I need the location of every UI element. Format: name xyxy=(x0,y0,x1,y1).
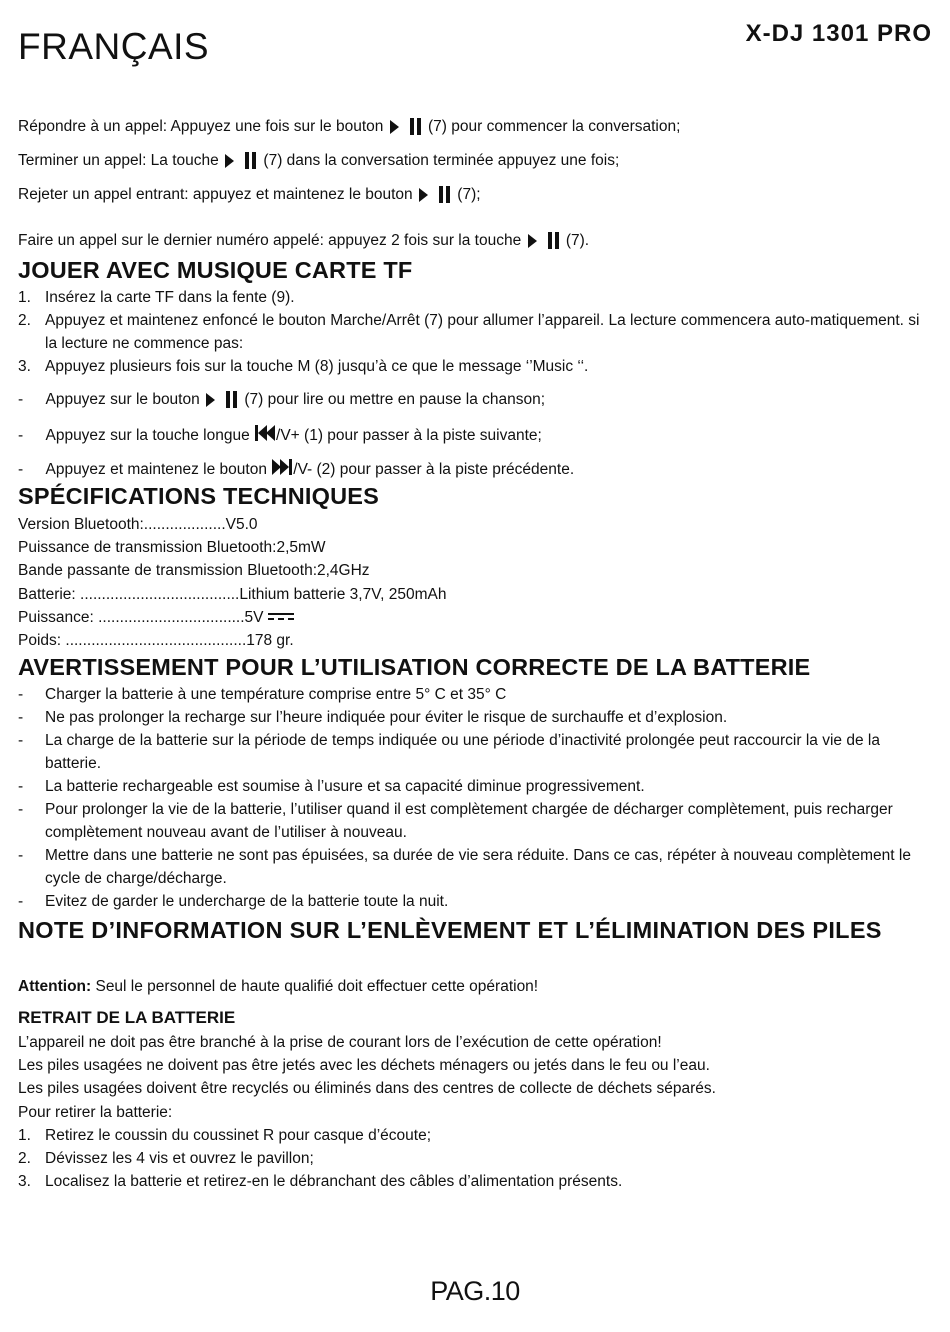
play-pause-line xyxy=(18,390,545,412)
page-number: PAG.10 xyxy=(430,1276,520,1306)
battery-removal-subtitle: RETRAIT DE LA BATTERIE xyxy=(18,1008,236,1027)
end-call-text: Terminer un appel: La touche xyxy=(18,152,219,169)
specs-list xyxy=(18,513,446,652)
redial-ref: (7). xyxy=(565,232,590,249)
attention-label: Attention: xyxy=(18,978,92,995)
removal-steps-list xyxy=(18,1124,932,1193)
step-number: 1. xyxy=(18,1127,31,1144)
step-number: 2. xyxy=(18,1150,31,1167)
reject-call-ref: (7); xyxy=(457,186,481,203)
attention-text: Seul le personnel de haute qualifié doit effectuer cette opération! xyxy=(91,978,539,995)
page-language-title: FRANÇAIS xyxy=(18,26,210,67)
prev-ref: /V- (2) pour passer à la piste précédente. xyxy=(293,461,575,478)
next-track-line xyxy=(18,424,542,446)
warning-text: La charge de la batterie sur la période de temps indiquée ou une période d’inactivité prolongée peut raccourcir la vie de la batterie. xyxy=(45,732,880,772)
list-item xyxy=(18,729,932,775)
list-item xyxy=(18,706,932,729)
step-text: Appuyez et maintenez enfoncé le bouton Marche/Arrêt (7) pour allumer l’appareil. La lecture commencera auto-matiquement. si la lecture ne commence pas: xyxy=(45,312,920,352)
warning-text: Charger la batterie à une température comprise entre 5° C et 35° C xyxy=(45,686,507,703)
tf-steps-list xyxy=(18,286,932,378)
list-item xyxy=(18,798,932,844)
step-text: Localisez la batterie et retirez-en le débranchant des câbles d’alimentation présents. xyxy=(45,1173,623,1190)
next-text: Appuyez sur la touche longue xyxy=(45,427,250,444)
end-call-line xyxy=(18,151,619,173)
warning-text: Mettre dans une batterie ne sont pas épuisées, sa durée de vie sera réduite. Dans ce cas, répéter à nouveau complètement le cycle de charge/décharge. xyxy=(45,847,911,887)
play-pause-icon xyxy=(528,232,560,253)
paragraph: Les piles usagées ne doivent pas être jetés avec les déchets ménagers ou jetés dans le feu ou l’eau. xyxy=(18,1057,710,1075)
play-pause-icon xyxy=(390,118,422,139)
list-item xyxy=(18,890,932,913)
dash-bullet: - xyxy=(18,391,24,408)
list-item xyxy=(18,1170,932,1193)
prev-text: Appuyez et maintenez le bouton xyxy=(45,461,267,478)
previous-track-line xyxy=(18,458,574,480)
warning-text: Evitez de garder le undercharge de la batterie toute la nuit. xyxy=(45,893,449,910)
dash-bullet: - xyxy=(18,732,24,749)
step-text: Retirez le coussin du coussinet R pour casque d’écoute; xyxy=(45,1127,431,1144)
play-pause-icon xyxy=(225,152,257,173)
dc-symbol-icon xyxy=(268,613,294,621)
step-number: 3. xyxy=(18,358,31,375)
step-number: 1. xyxy=(18,289,31,306)
step-number: 3. xyxy=(18,1173,31,1190)
warning-text: La batterie rechargeable est soumise à l’usure et sa capacité diminue progressivement. xyxy=(45,778,645,795)
list-item xyxy=(18,1147,932,1170)
tf-section-title: JOUER AVEC MUSIQUE CARTE TF xyxy=(18,257,413,283)
list-item xyxy=(18,309,932,355)
redial-line xyxy=(18,231,589,253)
battery-warnings-list xyxy=(18,683,932,913)
play-pause-icon xyxy=(206,391,238,412)
next-track-icon xyxy=(271,458,293,476)
answer-call-ref: (7) pour commencer la conversation; xyxy=(428,118,681,135)
specs-section-title: SPÉCIFICATIONS TECHNIQUES xyxy=(18,483,380,509)
battery-section-title: AVERTISSEMENT POUR L’UTILISATION CORRECTE DE LA BATTERIE xyxy=(18,654,811,680)
play-pause-icon xyxy=(419,186,451,207)
disposal-paragraphs xyxy=(18,1031,716,1124)
answer-call-text: Répondre à un appel: Appuyez une fois sur le bouton xyxy=(18,118,384,135)
dash-bullet: - xyxy=(18,461,24,478)
step-text: Appuyez plusieurs fois sur la touche M (8) jusqu’à ce que le message ‘’Music ‘‘. xyxy=(45,358,589,375)
step-text: Insérez la carte TF dans la fente (9). xyxy=(45,289,295,306)
spec-row-power xyxy=(18,606,446,629)
redial-text: Faire un appel sur le dernier numéro appelé: appuyez 2 fois sur la touche xyxy=(18,232,522,249)
dash-bullet: - xyxy=(18,427,24,444)
previous-track-icon xyxy=(254,424,276,442)
disposal-section-title: NOTE D’INFORMATION SUR L’ENLÈVEMENT ET L’ÉLIMINATION DES PILES xyxy=(18,917,882,943)
spec-row: Bande passante de transmission Bluetooth:2,4GHz xyxy=(18,562,370,580)
answer-call-line xyxy=(18,117,680,139)
reject-call-text: Rejeter un appel entrant: appuyez et maintenez le bouton xyxy=(18,186,413,203)
spec-row: Batterie: .....................................Lithium batterie 3,7V, 250mAh xyxy=(18,585,447,603)
dash-bullet: - xyxy=(18,893,24,910)
list-item xyxy=(18,286,932,309)
list-item xyxy=(18,683,932,706)
spec-row: Poids: ..........................................178 gr. xyxy=(18,632,294,650)
step-text: Dévissez les 4 vis et ouvrez le pavillon; xyxy=(45,1150,314,1167)
next-ref: /V+ (1) pour passer à la piste suivante; xyxy=(276,427,542,444)
list-item xyxy=(18,775,932,798)
play-ref: (7) pour lire ou mettre en pause la chanson; xyxy=(244,391,546,408)
reject-call-line xyxy=(18,185,481,207)
dash-bullet: - xyxy=(18,686,24,703)
spec-row: Puissance de transmission Bluetooth:2,5mW xyxy=(18,539,326,557)
warning-text: Pour prolonger la vie de la batterie, l’utiliser quand il est complètement chargée de décharger complètement, puis recharger complètement nouveau avant de l’utiliser à nouveau. xyxy=(45,801,893,841)
list-item xyxy=(18,1124,932,1147)
dash-bullet: - xyxy=(18,709,24,726)
paragraph: L’appareil ne doit pas être branché à la prise de courant lors de l’exécution de cette opération! xyxy=(18,1034,662,1051)
paragraph: Les piles usagées doivent être recyclés ou éliminés dans des centres de collecte de déchets séparés. xyxy=(18,1080,716,1098)
dash-bullet: - xyxy=(18,801,24,818)
model-name: X-DJ 1301 PRO xyxy=(745,20,932,47)
spec-power-text: Puissance: ..................................5V xyxy=(18,608,264,626)
list-item xyxy=(18,844,932,890)
step-number: 2. xyxy=(18,312,31,329)
paragraph: Pour retirer la batterie: xyxy=(18,1103,173,1121)
spec-row: Version Bluetooth:...................V5.0 xyxy=(18,516,258,533)
warning-text: Ne pas prolonger la recharge sur l’heure indiquée pour éviter le risque de surchauffe et d’explosion. xyxy=(45,709,728,726)
list-item xyxy=(18,355,932,378)
dash-bullet: - xyxy=(18,847,24,864)
dash-bullet: - xyxy=(18,778,24,795)
attention-line xyxy=(18,977,538,997)
end-call-ref: (7) dans la conversation terminée appuyez une fois; xyxy=(263,152,620,169)
play-text: Appuyez sur le bouton xyxy=(45,391,200,408)
